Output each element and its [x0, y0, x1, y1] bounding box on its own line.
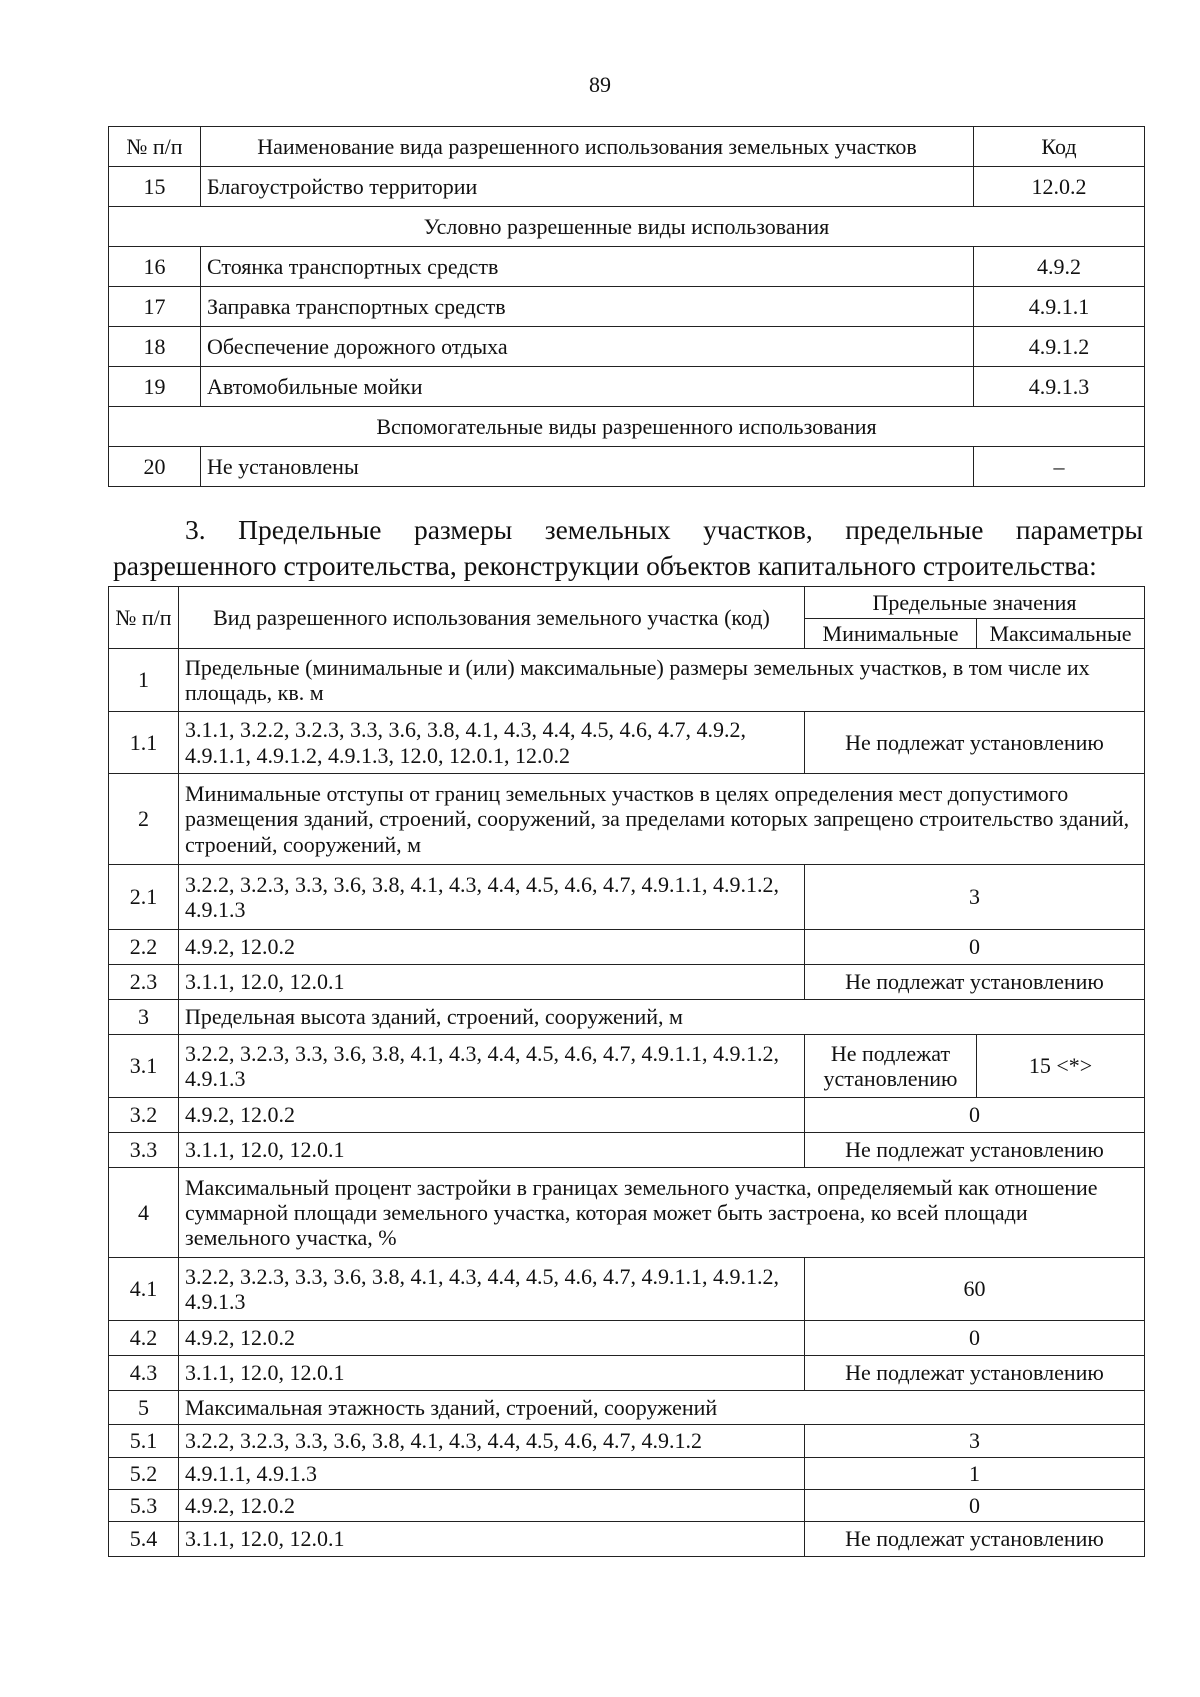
- section-row: [109, 649, 1145, 712]
- permitted-use-table: [108, 126, 1145, 487]
- row-num: 2.3: [109, 965, 179, 1000]
- row-num: 17: [109, 287, 201, 327]
- row-num: 15: [109, 167, 201, 207]
- section-num: 4: [109, 1168, 179, 1258]
- row-codes: 3.1.1, 12.0, 12.0.1: [179, 1133, 805, 1168]
- row-name: Стоянка транспортных средств: [201, 247, 974, 287]
- row-min: Не подлежат установлению: [805, 1035, 977, 1098]
- section-title: Предельная высота зданий, строений, сооружений, м: [179, 1000, 1145, 1035]
- section-title: Предельные (минимальные и (или) максимальные) размеры земельных участков, в том числе их площадь, кв. м: [179, 649, 1145, 712]
- row-max: 15 <*>: [977, 1035, 1145, 1098]
- section-title: Условно разрешенные виды использования: [109, 207, 1145, 247]
- row-num: 19: [109, 367, 201, 407]
- row-name: Благоустройство территории: [201, 167, 974, 207]
- row-codes: 3.2.2, 3.2.3, 3.3, 3.6, 3.8, 4.1, 4.3, 4.4, 4.5, 4.6, 4.7, 4.9.1.1, 4.9.1.2, 4.9.1.3: [179, 1258, 805, 1321]
- row-value: 3: [805, 865, 1145, 930]
- table-row: [109, 1356, 1145, 1391]
- table-row: [109, 1133, 1145, 1168]
- row-codes: 3.2.2, 3.2.3, 3.3, 3.6, 3.8, 4.1, 4.3, 4.4, 4.5, 4.6, 4.7, 4.9.1.1, 4.9.1.2, 4.9.1.3: [179, 1035, 805, 1098]
- section-row-conditional: [109, 207, 1145, 247]
- row-num: 4.1: [109, 1258, 179, 1321]
- row-num: 1.1: [109, 712, 179, 774]
- row-code: 12.0.2: [974, 167, 1145, 207]
- heading-line-1: 3. Предельные размеры земельных участков, предельные параметры: [185, 514, 1143, 545]
- row-codes: 4.9.2, 12.0.2: [179, 1321, 805, 1356]
- row-num: 4.3: [109, 1356, 179, 1391]
- row-code: 4.9.1.2: [974, 327, 1145, 367]
- row-num: 18: [109, 327, 201, 367]
- section-row: [109, 1391, 1145, 1425]
- heading-line-2: разрешенного строительства, реконструкции объектов капитального строительства:: [113, 550, 1097, 581]
- section-row: [109, 774, 1145, 865]
- section-title: Вспомогательные виды разрешенного использования: [109, 407, 1145, 447]
- table-row: [109, 1035, 1145, 1098]
- table-row: [109, 167, 1145, 207]
- table-row: [109, 287, 1145, 327]
- header-num: № п/п: [109, 127, 201, 167]
- row-value: Не подлежат установлению: [805, 965, 1145, 1000]
- row-codes: 3.2.2, 3.2.3, 3.3, 3.6, 3.8, 4.1, 4.3, 4.4, 4.5, 4.6, 4.7, 4.9.1.2: [179, 1425, 805, 1458]
- table-row: [109, 1490, 1145, 1522]
- section-title: Максимальная этажность зданий, строений, сооружений: [179, 1391, 1145, 1425]
- table-row: [109, 712, 1145, 774]
- section-heading: [113, 512, 1143, 584]
- row-num: 2.2: [109, 930, 179, 965]
- section-row-auxiliary: [109, 407, 1145, 447]
- row-codes: 3.1.1, 12.0, 12.0.1: [179, 1522, 805, 1557]
- section-title: Минимальные отступы от границ земельных участков в целях определения мест допустимого размещения зданий, строений, сооружений, за пределами которых запрещено строительство зданий, строений, сооружений, м: [179, 774, 1145, 865]
- row-num: 2.1: [109, 865, 179, 930]
- row-num: 5.2: [109, 1458, 179, 1490]
- row-value: 0: [805, 1490, 1145, 1522]
- table-row: [109, 367, 1145, 407]
- row-value: 0: [805, 1098, 1145, 1133]
- row-code: 4.9.1.1: [974, 287, 1145, 327]
- row-code: 4.9.1.3: [974, 367, 1145, 407]
- row-name: Обеспечение дорожного отдыха: [201, 327, 974, 367]
- table-row: [109, 327, 1145, 367]
- header-num: № п/п: [109, 587, 179, 649]
- row-codes: 4.9.2, 12.0.2: [179, 930, 805, 965]
- header-max: Максимальные: [977, 619, 1145, 649]
- page-number: 89: [589, 72, 611, 97]
- table-row: [109, 447, 1145, 487]
- table-row: [109, 930, 1145, 965]
- row-value: Не подлежат установлению: [805, 1133, 1145, 1168]
- section-num: 5: [109, 1391, 179, 1425]
- row-name: Автомобильные мойки: [201, 367, 974, 407]
- row-num: 3.3: [109, 1133, 179, 1168]
- row-num: 3.2: [109, 1098, 179, 1133]
- header-min: Минимальные: [805, 619, 977, 649]
- row-value: Не подлежат установлению: [805, 712, 1145, 774]
- row-codes: 3.1.1, 3.2.2, 3.2.3, 3.3, 3.6, 3.8, 4.1, 4.3, 4.4, 4.5, 4.6, 4.7, 4.9.2, 4.9.1.1, 4.9.1.2, 4.9.1.3, 12.0, 12.0.1, 12.0.2: [179, 712, 805, 774]
- row-value: 60: [805, 1258, 1145, 1321]
- section-title: Максимальный процент застройки в границах земельного участка, определяемый как отношение суммарной площади земельного участка, которая может быть застроена, ко всей площади земельного участка, %: [179, 1168, 1145, 1258]
- section-num: 3: [109, 1000, 179, 1035]
- row-num: 3.1: [109, 1035, 179, 1098]
- row-codes: 4.9.2, 12.0.2: [179, 1098, 805, 1133]
- row-codes: 4.9.2, 12.0.2: [179, 1490, 805, 1522]
- row-codes: 3.1.1, 12.0, 12.0.1: [179, 965, 805, 1000]
- table-row: [109, 965, 1145, 1000]
- table-row: [109, 1098, 1145, 1133]
- limits-table: [108, 586, 1145, 1557]
- row-value: 0: [805, 930, 1145, 965]
- header-limits: Предельные значения: [805, 587, 1145, 619]
- section-num: 2: [109, 774, 179, 865]
- row-value: 0: [805, 1321, 1145, 1356]
- row-num: 5.1: [109, 1425, 179, 1458]
- row-code: –: [974, 447, 1145, 487]
- table-row: [109, 1522, 1145, 1557]
- table-row: [109, 1458, 1145, 1490]
- row-name: Заправка транспортных средств: [201, 287, 974, 327]
- header-name: Наименование вида разрешенного использования земельных участков: [201, 127, 974, 167]
- row-value: 3: [805, 1425, 1145, 1458]
- section-num: 1: [109, 649, 179, 712]
- table-row: [109, 1425, 1145, 1458]
- row-num: 5.4: [109, 1522, 179, 1557]
- table-row: [109, 865, 1145, 930]
- section-row: [109, 1000, 1145, 1035]
- header-type: Вид разрешенного использования земельного участка (код): [179, 587, 805, 649]
- row-codes: 4.9.1.1, 4.9.1.3: [179, 1458, 805, 1490]
- row-value: 1: [805, 1458, 1145, 1490]
- table-header-row: [109, 587, 1145, 619]
- row-value: Не подлежат установлению: [805, 1356, 1145, 1391]
- row-codes: 3.2.2, 3.2.3, 3.3, 3.6, 3.8, 4.1, 4.3, 4.4, 4.5, 4.6, 4.7, 4.9.1.1, 4.9.1.2, 4.9.1.3: [179, 865, 805, 930]
- header-code: Код: [974, 127, 1145, 167]
- table-row: [109, 247, 1145, 287]
- section-row: [109, 1168, 1145, 1258]
- row-num: 16: [109, 247, 201, 287]
- table-row: [109, 1321, 1145, 1356]
- row-codes: 3.1.1, 12.0, 12.0.1: [179, 1356, 805, 1391]
- row-num: 4.2: [109, 1321, 179, 1356]
- table-row: [109, 1258, 1145, 1321]
- row-code: 4.9.2: [974, 247, 1145, 287]
- row-num: 5.3: [109, 1490, 179, 1522]
- row-name: Не установлены: [201, 447, 974, 487]
- table-header-row: [109, 127, 1145, 167]
- row-num: 20: [109, 447, 201, 487]
- row-value: Не подлежат установлению: [805, 1522, 1145, 1557]
